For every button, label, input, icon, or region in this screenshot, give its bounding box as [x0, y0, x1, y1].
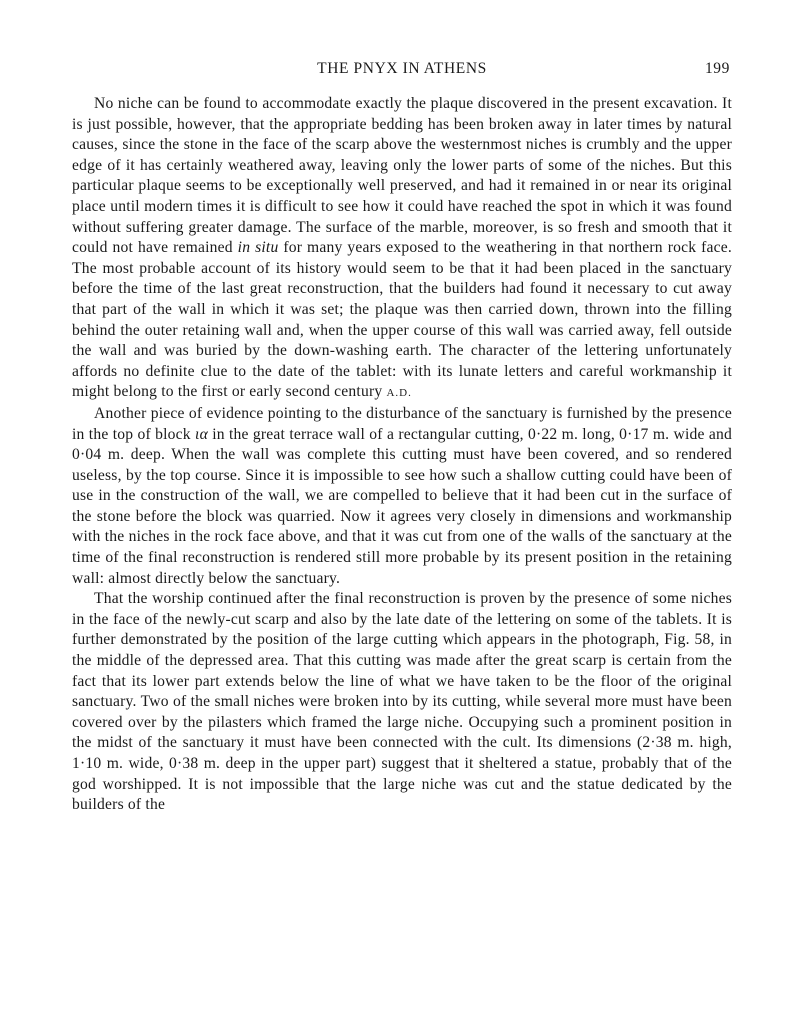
era-abbreviation: A.D. — [386, 387, 412, 400]
paragraph-3 — [72, 589, 732, 816]
paragraph-1 — [72, 94, 732, 404]
paragraph-2 — [72, 404, 732, 589]
paragraph-2-text: Another piece of evidence pointing to the disturbance of the sanctuary is furnished by the presence in the top of block — [72, 404, 732, 443]
page — [72, 60, 732, 816]
paragraph-3-text: That the worship continued after the final reconstruction is proven by the presence of some niches in the face of the newly-cut scarp and also by the late date of the lettering on some of the tablets. It is further demonstrated by the position of the large cutting which appears in the photograph, Fig. 58, in the middle of the depressed area. That this cutting was made after the great scarp is certain from the fact that its lower part extends below the line of what we have taken to be the floor of the original sanctuary. Two of the small niches were broken into by its cutting, while several more must have been covered over by the pilasters which framed the large niche. Occupying such a prominent position in the midst of the sanctuary it must have been connected with the cult. Its dimensions (2·38 m. high, 1·10 m. wide, 0·38 m. deep in the upper part) suggest that it sheltered a statue, probably that of the god worshipped. It is not impossible that the large niche was cut and the statue dedicated by the builders of the — [72, 590, 732, 814]
paragraph-2-italic: ια — [195, 425, 208, 443]
paragraph-1-text: No niche can be found to accommodate exactly the plaque discovered in the present excavation. It is just possible, however, that the appropriate bedding has been broken away in later times by natural causes, since the stone in the face of the scarp above the westernmost niches is crumbly and the upper edge of it has certainly weathered away, leaving only the lower parts of some of the niches. But this particular plaque seems to be exceptionally well preserved, and had it remained in or near its original place until modern times it is difficult to see how it could have reached the spot in which it was found without suffering greater damage. The surface of the marble, moreover, is so fresh and smooth that it could not have remained — [72, 95, 732, 257]
paragraph-1-italic: in situ — [237, 239, 279, 257]
paragraph-2-text-continued: in the great terrace wall of a rectangular cutting, 0·22 m. long, 0·17 m. wide and 0·04 m. deep. When the wall was complete this cutting must have been covered, and so rendered useless, by the top course. Since it is impossible to see how such a shallow cutting could have been of use in the construction of the wall, we are compelled to believe that it had been cut in the surface of the stone before the block was quarried. Now it agrees very closely in dimensions and workmanship with the niches in the rock face above, and that it was cut from one of the walls of the sanctuary at the time of the final reconstruction is rendered still more probable by its present position in the retaining wall: almost directly below the sanctuary. — [72, 425, 732, 587]
running-head — [72, 60, 732, 84]
page-number: 199 — [704, 60, 730, 77]
running-head-title: THE PNYX IN ATHENS — [317, 60, 487, 77]
body-text — [72, 94, 732, 816]
paragraph-1-text-continued: for many years exposed to the weathering in that northern rock face. The most probable account of its history would seem to be that it had been placed in the sanctuary before the time of the last great reconstruction, that the builders had found it necessary to cut away that part of the wall in which it was set; the plaque was then carried down, thrown into the filling behind the outer retaining wall and, when the upper course of this wall was carried away, fell outside the wall and was buried by the down-washing earth. The character of the lettering unfortunately affords no definite clue to the date of the tablet: with its lunate letters and careful workmanship it might belong to the first or early second century — [72, 239, 732, 401]
